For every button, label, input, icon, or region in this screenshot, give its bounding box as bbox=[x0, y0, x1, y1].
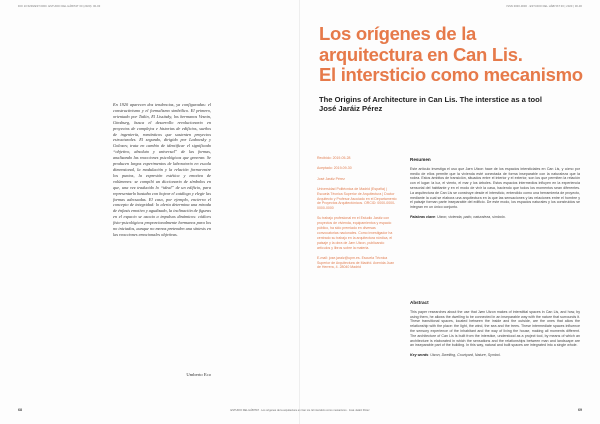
title-line-3: El intersticio como mecanismo bbox=[319, 64, 583, 85]
epigraph-text: En 1920 aparecen dos tendencias, ya configuradas: el constructivismo y el formalismo simbólico. El primero, orientado por Tatlin, El Lissitzky, los hermanos Vesnin, Ginsburg, busca el desarrollo revolucionario en proyectos de complejos e historias de edificios, sueños de ingeniería, románticos que sustenten proyectos estructurales. El segundo, dirigido por Ladowsky y Golosov, trata en cambio de identificar el significado “objetivo, absoluto y universal” de las formas, analizando las reacciones psicológicas que generan. Se producen largos experimentos de laboratorio en escala dimensional, la modulación y la relación forma-entre los puntos, la expresión estética y emotiva de volúmenes: se compiló un diccionario de símbolos en que, una vez traducido lo “ideal” de un edificio, para representarlo bastaba con hojear el catálogo y elegir las formas adecuadas. El caso, por ejemplo, encierra el concepto de integridad: lo alerta determina una mirada de énfasis emotivo y agudizado, la inclinación de figuras en el espacio se asocia a impulsos dinámicos: códices fisio-psicológicos proporcionalmente hermanos para los no iniciados, aunque no menos pretenden una síntesis en las reacciones emocionales objetivas. bbox=[113, 102, 211, 237]
abstract-section bbox=[410, 301, 580, 358]
abstract-heading: Abstract bbox=[410, 300, 429, 305]
article-title bbox=[319, 24, 589, 86]
abstract-keywords: Key words: Utzon, Dwelling, Courtyard, Nature, Symbol. bbox=[410, 353, 501, 358]
running-header-left: DOI 10.5209/EST.0000. ESTUDIO DEL HÁBITAT 00 (2020): 00-00 bbox=[18, 5, 101, 8]
author-name: José Jaráiz Pérez bbox=[319, 104, 383, 113]
page-number-right: 69 bbox=[578, 408, 582, 412]
abstract-keywords-label: Key words bbox=[410, 353, 429, 358]
resumen-heading: Resumen bbox=[410, 157, 431, 162]
resumen-keywords-label: Palabras clave bbox=[410, 214, 435, 219]
resumen-section bbox=[410, 158, 580, 220]
resumen-body: Este artículo investiga el uso que Jørn Utzon hace de los espacios intersticiales en Can Lis, y cómo por medio de ellos permite que la vivienda esté conectada de forma inseparable con la naturaleza que la rodea. Estos ámbitos de transición, situados entre el interior y el exterior, son los que permiten la relación con el lugar: la luz, el viento, el mar y los árboles. Estos espacios intermedios influyen en la experiencia sensorial del habitante y en el modo de vivir la casa, haciendo que todos los momentos sean diferentes. La arquitectura de Can Lis se construye desde el intersticio, entendido como una herramienta de proyecto, mediante la cual se elabora una arquitectura en la que las sensaciones y las relaciones entre el hombre y el paisaje forman parte inseparable del edificio. De este modo, los espacios naturales y los construidos se integran en un único conjunto. bbox=[410, 166, 580, 210]
meta-contact: E-mail: jose.jaraiz@upm.es. Escuela Técnica Superior de Arquitectura de Madrid. Avenida Juan de Herrera, 4. 28040 Madrid bbox=[317, 255, 395, 270]
resumen-keywords: Palabras clave: Utzon, vivienda, patio, naturaleza, símbolo. bbox=[410, 214, 506, 219]
footer-credit: ESTUDIO DEL HÁBITAT · Los orígenes de la arquitectura en Can Lis. El intersticio como mecanismo · José Jaráiz Pérez bbox=[230, 409, 370, 412]
resumen-keywords-list: Utzon, vivienda, patio, naturaleza, símbolo. bbox=[436, 214, 506, 219]
title-line-1: Los orígenes de la bbox=[319, 23, 477, 44]
meta-bio: Su trabajo profesional en el Estudio Jaráiz con proyectos de vivienda, equipamientos y espacio público, ha sido premiado en diversas convocatorias nacionales. Como investigador ha centrado su trabajo en la arquitectura nórdica, el paisaje y la obra de Jørn Utzon, publicando artículos y libros sobre la materia. bbox=[317, 216, 393, 250]
abstract-keywords-list: Utzon, Dwelling, Courtyard, Nature, Symbol. bbox=[430, 353, 501, 358]
received-date: Recibido: 2019-05-28 bbox=[317, 156, 351, 160]
title-line-2: arquitectura en Can Lis. bbox=[319, 43, 523, 65]
page-number-left: 68 bbox=[18, 408, 22, 412]
article-meta bbox=[317, 156, 397, 275]
meta-affiliation: Universidad Politécnica de Madrid (España) | Escuela Técnica Superior de Arquitectura | Doctor Arquitecto y Profesor Asociado en el Departamento de Proyectos Arquitectónicos. ORCID: 0000-0000-0000-0000 bbox=[317, 186, 397, 211]
abstract-body: This paper researches about the use that Jørn Utzon makes of interstitial spaces in Can Lis, and how, by using them, he allows the dwelling to be connected in an inseparable way with the nature that surrounds it. These transitional spaces, located between the inside and the outside, are the ones that allow the relationship with the place: the light, the wind, the sea and the trees. These intermediate spaces influence the sensory experience of the inhabitant and the way of living the house, making all moments different. The architecture of Can Lis is built from the interstice, understood as a project tool, by means of which an architecture is elaborated in which the sensations and the relationships between man and landscape are an inseparable part of the building. In this way, natural and built spaces are integrated into a single whole. bbox=[410, 309, 580, 348]
english-title: The Origins of Architecture in Can Lis. The interstice as a tool bbox=[319, 95, 542, 104]
running-header-right: ISSN 0000-0000 · ESTUDIO DEL HÁBITAT 00 | 2020 | 00-00 bbox=[506, 5, 582, 8]
meta-author: José Jaráiz Pérez bbox=[317, 176, 345, 181]
epigraph-author: Umberto Eco bbox=[186, 372, 211, 377]
accepted-date: Aceptado: 2019-09-30 bbox=[317, 165, 352, 170]
